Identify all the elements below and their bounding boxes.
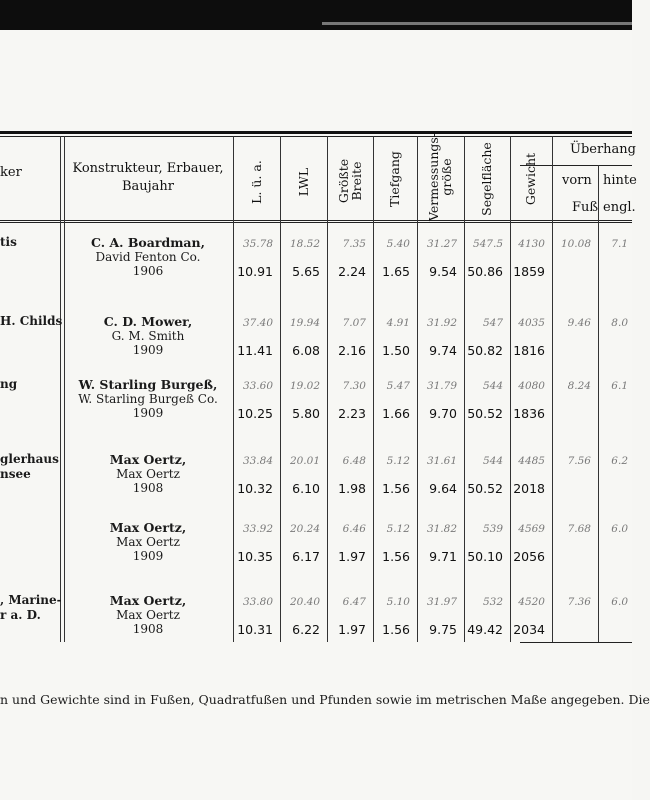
value-metric: 1.50 (382, 343, 410, 358)
value-metric: 9.64 (429, 481, 457, 496)
value-feet: 20.01 (289, 455, 320, 467)
value-feet: 35.78 (242, 238, 273, 250)
value-metric: 6.17 (292, 549, 320, 564)
header-breite-line2: Breite (349, 161, 364, 201)
value-metric: 11.41 (237, 343, 273, 358)
value-feet: 31.27 (426, 238, 457, 250)
value-feet: 19.02 (289, 380, 320, 392)
value-metric: 1.65 (382, 264, 410, 279)
col-sep-lwl (327, 136, 328, 642)
header-konstrukteur-line1: Konstrukteur, Erbauer, (72, 161, 224, 176)
col-sep-segel (510, 136, 511, 642)
baujahr: 1909 (132, 343, 164, 357)
value-feet: 8.24 (567, 380, 591, 392)
header-gewicht: Gewicht (523, 152, 538, 206)
header-vermessung-line1: Vermessungs- (426, 132, 441, 222)
value-feet: 4485 (518, 455, 545, 467)
value-feet: 33.60 (242, 380, 273, 392)
konstrukteur-name: C. A. Boardman, (91, 235, 205, 250)
yacht-name: , Marine- (0, 593, 62, 607)
value-feet: 7.07 (342, 317, 366, 329)
header-name-partial: ker (0, 165, 22, 180)
konstrukteur-name: W. Starling Burgeß, (78, 377, 218, 392)
konstrukteur-name: C. D. Mower, (103, 314, 193, 329)
value-metric: 1836 (513, 406, 545, 421)
baujahr: 1909 (132, 406, 164, 420)
header-ueberhang: Überhang (570, 142, 637, 157)
value-metric: 1.97 (338, 622, 366, 637)
value-feet: 547 (482, 317, 503, 329)
value-metric: 5.65 (292, 264, 320, 279)
value-metric: 1.66 (382, 406, 410, 421)
value-metric: 2.23 (338, 406, 366, 421)
col-sep-loa (280, 136, 281, 642)
erbauer-name: Max Oertz (116, 608, 180, 622)
value-metric: 2.16 (338, 343, 366, 358)
value-metric: 1.56 (382, 622, 410, 637)
value-feet: 4080 (518, 380, 545, 392)
header-vorn: vorn (562, 173, 592, 188)
value-metric: 9.54 (429, 264, 457, 279)
value-metric: 50.52 (467, 406, 503, 421)
value-metric: 10.32 (237, 481, 273, 496)
header-bottom-rule (0, 220, 632, 221)
value-feet: 6.46 (342, 523, 366, 535)
table-top-rule-inner (0, 136, 632, 137)
col-sep-vorn (598, 165, 599, 642)
erbauer-name: Max Oertz (116, 535, 180, 549)
value-feet: 4.91 (386, 317, 410, 329)
value-feet: 33.84 (242, 455, 273, 467)
header-loa: L. ü. a. (249, 160, 264, 204)
value-feet: 19.94 (289, 317, 320, 329)
header-konstrukteur-line2: Baujahr (121, 179, 175, 194)
header-hinten: hinte (603, 173, 637, 188)
header-konstrukteur (64, 160, 232, 196)
value-feet: 6.1 (611, 380, 628, 392)
value-metric: 1.56 (382, 549, 410, 564)
value-feet: 539 (482, 523, 503, 535)
value-feet: 4035 (518, 317, 545, 329)
erbauer-name: W. Starling Burgeß Co. (78, 392, 218, 406)
header-bottom-rule-2 (0, 222, 632, 223)
value-metric: 1859 (513, 264, 545, 279)
value-feet: 20.40 (289, 596, 320, 608)
col-sep-gewicht (552, 136, 553, 642)
header-lwl: LWL (296, 167, 311, 197)
header-segel: Segelfläche (479, 142, 494, 216)
value-metric: 50.86 (467, 264, 503, 279)
value-feet: 10.08 (560, 238, 591, 250)
value-feet: 31.92 (426, 317, 457, 329)
value-feet: 5.10 (386, 596, 410, 608)
value-metric: 9.75 (429, 622, 457, 637)
value-metric: 5.80 (292, 406, 320, 421)
value-feet: 18.52 (289, 238, 320, 250)
konstrukteur-name: Max Oertz, (109, 452, 187, 467)
table-top-rule (0, 131, 632, 134)
yacht-name: glerhaus (0, 452, 59, 466)
value-metric: 1.97 (338, 549, 366, 564)
col-sep-breite (373, 136, 374, 642)
value-feet: 5.40 (386, 238, 410, 250)
value-metric: 10.31 (237, 622, 273, 637)
value-metric: 6.08 (292, 343, 320, 358)
value-feet: 7.30 (342, 380, 366, 392)
value-feet: 4569 (518, 523, 545, 535)
value-feet: 33.80 (242, 596, 273, 608)
value-metric: 6.22 (292, 622, 320, 637)
value-feet: 4130 (518, 238, 545, 250)
value-metric: 1.56 (382, 481, 410, 496)
value-metric: 10.35 (237, 549, 273, 564)
scan-top-border (0, 0, 632, 30)
value-feet: 31.97 (426, 596, 457, 608)
value-metric: 2.24 (338, 264, 366, 279)
value-metric: 2034 (513, 622, 545, 637)
value-feet: 7.36 (567, 596, 591, 608)
value-feet: 5.12 (386, 523, 410, 535)
value-feet: 547.5 (472, 238, 503, 250)
value-metric: 9.71 (429, 549, 457, 564)
value-feet: 20.24 (289, 523, 320, 535)
value-metric: 1816 (513, 343, 545, 358)
col-sep-vermessung (464, 136, 465, 642)
baujahr: 1908 (132, 481, 164, 495)
yacht-name: ng (0, 377, 18, 391)
value-feet: 5.12 (386, 455, 410, 467)
value-feet: 4520 (518, 596, 545, 608)
value-feet: 544 (482, 380, 503, 392)
konstrukteur-name: Max Oertz, (109, 520, 187, 535)
erbauer-name: G. M. Smith (111, 329, 185, 343)
value-feet: 7.56 (567, 455, 591, 467)
value-feet: 9.46 (567, 317, 591, 329)
value-metric: 2018 (513, 481, 545, 496)
value-metric: 6.10 (292, 481, 320, 496)
baujahr: 1906 (132, 264, 164, 278)
value-feet: 532 (482, 596, 503, 608)
yacht-name: tis (0, 235, 17, 249)
value-feet: 544 (482, 455, 503, 467)
col-sep-tiefgang (417, 136, 418, 642)
value-feet: 8.0 (611, 317, 628, 329)
value-feet: 6.48 (342, 455, 366, 467)
value-feet: 6.0 (611, 596, 628, 608)
yacht-name-line2: nsee (0, 467, 31, 481)
document-page (0, 30, 650, 800)
value-metric: 50.10 (467, 549, 503, 564)
value-metric: 10.91 (237, 264, 273, 279)
value-metric: 9.70 (429, 406, 457, 421)
value-feet: 31.82 (426, 523, 457, 535)
header-breite (337, 146, 363, 216)
erbauer-name: Max Oertz (116, 467, 180, 481)
header-vermessung-line2: größe (439, 158, 454, 196)
baujahr: 1909 (132, 549, 164, 563)
value-feet: 37.40 (242, 317, 273, 329)
erbauer-name: David Fenton Co. (95, 250, 201, 264)
value-feet: 33.92 (242, 523, 273, 535)
value-metric: 2056 (513, 549, 545, 564)
value-feet: 31.61 (426, 455, 457, 467)
header-engl: engl. (603, 200, 636, 215)
header-vermessung (427, 132, 453, 222)
table-end-rule-right (520, 642, 632, 643)
value-feet: 31.79 (426, 380, 457, 392)
value-feet: 7.35 (342, 238, 366, 250)
header-breite-line1: Größte (336, 158, 351, 204)
header-tiefgang: Tiefgang (387, 151, 402, 207)
yacht-name-line2: r a. D. (0, 608, 41, 622)
konstrukteur-name: Max Oertz, (109, 593, 187, 608)
value-feet: 6.47 (342, 596, 366, 608)
value-metric: 10.25 (237, 406, 273, 421)
value-metric: 50.82 (467, 343, 503, 358)
value-metric: 50.52 (467, 481, 503, 496)
value-metric: 1.98 (338, 481, 366, 496)
value-metric: 9.74 (429, 343, 457, 358)
baujahr: 1908 (132, 622, 164, 636)
value-feet: 5.47 (386, 380, 410, 392)
value-feet: 6.0 (611, 523, 628, 535)
value-feet: 7.68 (567, 523, 591, 535)
value-feet: 6.2 (611, 455, 628, 467)
value-feet: 7.1 (611, 238, 628, 250)
yacht-name: H. Childs (0, 314, 63, 328)
value-metric: 49.42 (467, 622, 503, 637)
footnote: n und Gewichte sind in Fußen, Quadratfußen und Pfunden sowie im metrischen Maße angegeben. Die (0, 692, 650, 707)
header-fuss: Fuß (572, 200, 599, 215)
